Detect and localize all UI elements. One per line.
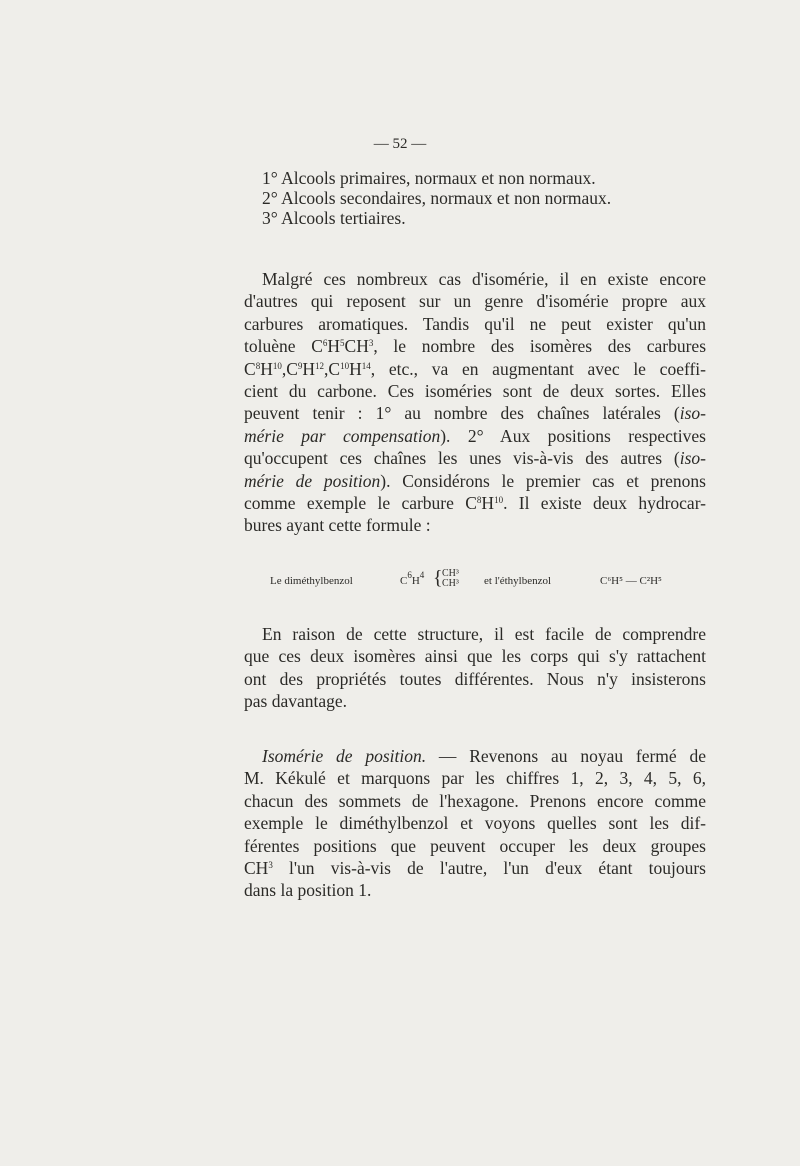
text-line: mérie de position). Considérons le premier cas et prenons — [244, 470, 706, 491]
text-line: $C^8H^{10},C^9H^{12},C^{10}H^{14}$, etc., va en augmentant avec le coeffi- — [244, 358, 706, 379]
formula-ethylbenzol: C⁶H⁵ — C²H⁵ — [600, 575, 662, 587]
alcohol-list — [262, 168, 611, 228]
text-line: M. Kékulé et marquons par les chiffres 1, 2, 3, 4, 5, 6, — [244, 768, 706, 789]
text-line: comme exemple le carbure $C^8H^{10}$. Il existe deux hydrocar- — [244, 493, 706, 514]
list-item: 1° Alcools primaires, normaux et non normaux. — [262, 168, 596, 188]
list-item: 3° Alcools tertiaires. — [262, 208, 406, 228]
text-line: chacun des sommets de l'hexagone. Prenons encore comme — [244, 790, 706, 811]
text-line: mérie par compensation). 2° Aux positions respectives — [244, 425, 706, 446]
text-line: cient du carbone. Ces isoméries sont de deux sortes. Elles — [244, 381, 706, 402]
formula-label-dimethylbenzol: Le diméthylbenzol — [270, 575, 353, 587]
text-line: bures ayant cette formule : — [244, 515, 431, 536]
text-line: d'autres qui reposent sur un genre d'isomérie propre aux — [244, 291, 706, 312]
text-line: férentes positions que peuvent occuper les deux groupes — [244, 835, 706, 856]
paragraph-position-isomerism — [244, 745, 706, 902]
text-line: exemple le diméthylbenzol et voyons quelles sont les dif- — [244, 813, 706, 834]
list-item: 2° Alcools secondaires, normaux et non normaux. — [262, 188, 612, 208]
page-number: — 52 — — [373, 136, 427, 152]
text-line: Isomérie de position. — Revenons au noyau fermé de — [262, 746, 706, 766]
text-line: carbures aromatiques. Tandis qu'il ne peut exister qu'un — [244, 313, 706, 334]
text-line: $CH^3$ l'un vis-à-vis de l'autre, l'un d'eux étant toujours — [244, 858, 706, 879]
text-line: Malgré ces nombreux cas d'isomérie, il en existe encore — [262, 269, 706, 289]
section-heading: Isomérie de position. — [262, 746, 427, 766]
text-line: qu'occupent ces chaînes les unes vis-à-vis des autres (iso- — [244, 448, 706, 469]
text-line: dans la position 1. — [244, 880, 372, 901]
text-line: toluène $C^6H^5CH^3$, le nombre des isomères des carbures — [244, 336, 707, 357]
text-line: peuvent tenir : 1° au nombre des chaînes latérales (iso- — [244, 403, 706, 424]
formula-label-ethylbenzol: et l'éthylbenzol — [484, 575, 552, 587]
formula-dimethylbenzol: $C^6H^4$ — [400, 570, 425, 587]
chemical-formula-row — [270, 567, 710, 597]
text-line: que ces deux isomères ainsi que les corps qui s'y rattachent — [244, 646, 706, 667]
text-line: En raison de cette structure, il est facile de comprendre — [262, 624, 706, 644]
brace-glyph: { — [433, 567, 443, 589]
paragraph-structure — [244, 623, 706, 713]
formula-stack: CH³ CH³ — [442, 568, 459, 589]
text-line: ont des propriétés toutes différentes. Nous n'y insisterons — [244, 668, 706, 689]
paragraph-isomerism-intro — [244, 268, 706, 537]
text-line: pas davantage. — [244, 691, 348, 712]
